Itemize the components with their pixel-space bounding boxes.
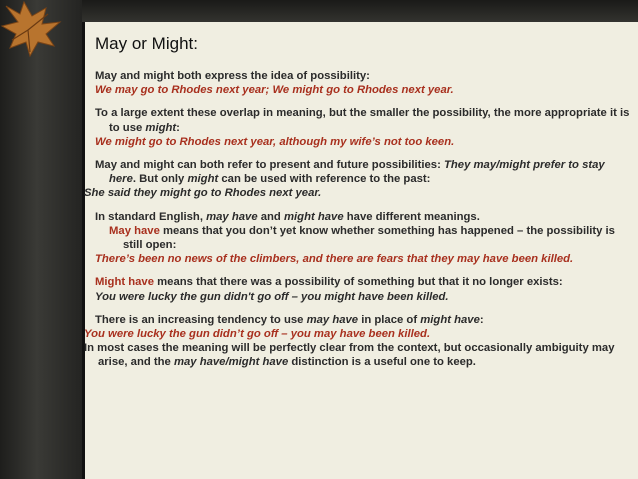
paragraph-5	[95, 275, 631, 289]
text-l5c: . But only	[132, 173, 188, 186]
frame-top	[0, 0, 638, 22]
text-l1: May and might both express the idea of possibility:	[95, 70, 370, 82]
text-l14c: distinction is a useful one to keep.	[288, 356, 476, 369]
text-l5a: May and might can both refer to present and future possibilities:	[95, 159, 444, 172]
autumn-leaf-icon	[0, 0, 82, 58]
example-6	[84, 327, 631, 341]
text-l12e: :	[479, 313, 484, 326]
paragraph-1	[95, 69, 631, 83]
text-l14b: may have/might have	[173, 356, 289, 369]
text-l10b: means that there was a possibility of something but that it no longer exists:	[154, 276, 563, 289]
slide-title: May or Might:	[95, 34, 198, 53]
paragraph-6	[95, 313, 631, 327]
example-2	[95, 135, 631, 149]
text-l2: We may go to Rhodes next year; We might go to Rhodes next year.	[95, 84, 454, 97]
text-l11: You were lucky the gun didn't go off – you might have been killed.	[95, 290, 449, 303]
text-l6: She said they might go to Rhodes next year.	[84, 187, 322, 200]
paragraph-3	[95, 158, 631, 186]
text-l12a: There is an increasing tendency to use	[95, 313, 307, 326]
text-l7e: have different meanings.	[343, 210, 480, 223]
paragraph-7	[84, 341, 631, 369]
example-3	[84, 186, 631, 200]
text-l4: We might go to Rhodes next year, although my wife’s not too keen.	[95, 135, 455, 148]
paragraph-4-sub	[109, 224, 631, 252]
text-l7d: might have	[283, 210, 344, 223]
text-l9: There’s been no news of the climbers, and there are fears that they may have been killed.	[95, 253, 574, 266]
text-l3-might: might	[145, 121, 177, 134]
text-l5b: They may/might prefer to stay here	[109, 159, 605, 186]
paragraph-4	[95, 210, 631, 253]
paragraph-2	[95, 106, 631, 134]
example-1	[95, 83, 631, 97]
text-l13: You were lucky the gun didn’t go off – you may have been killed.	[84, 328, 431, 341]
frame-left	[0, 0, 82, 479]
text-l7a: In standard English,	[95, 210, 207, 223]
text-l12d: might have	[420, 313, 480, 326]
example-4	[95, 252, 631, 266]
slide-content	[84, 69, 631, 370]
text-l10a: Might have	[95, 276, 154, 289]
text-l5e: can be used with reference to the past:	[218, 173, 431, 186]
text-l8a: May have	[109, 224, 160, 237]
text-l3: To a large extent these overlap in meaning, but the smaller the possibility, the more appropriate it is to use	[95, 107, 630, 134]
text-l7c: and	[257, 210, 284, 223]
slide-card	[82, 22, 638, 479]
example-5	[95, 290, 631, 304]
text-l12c: in place of	[358, 313, 421, 326]
text-l12b: may have	[306, 313, 359, 326]
text-l8b: means that you don’t yet know whether something has happened – the possibility is still open:	[123, 224, 615, 252]
text-l14a: In most cases the meaning will be perfectly clear from the context, but occasionally ambiguity may arise, and the	[84, 342, 615, 369]
text-l5d: might	[187, 173, 219, 186]
text-l7b: may have	[206, 210, 258, 223]
text-l3-end: :	[176, 121, 180, 134]
